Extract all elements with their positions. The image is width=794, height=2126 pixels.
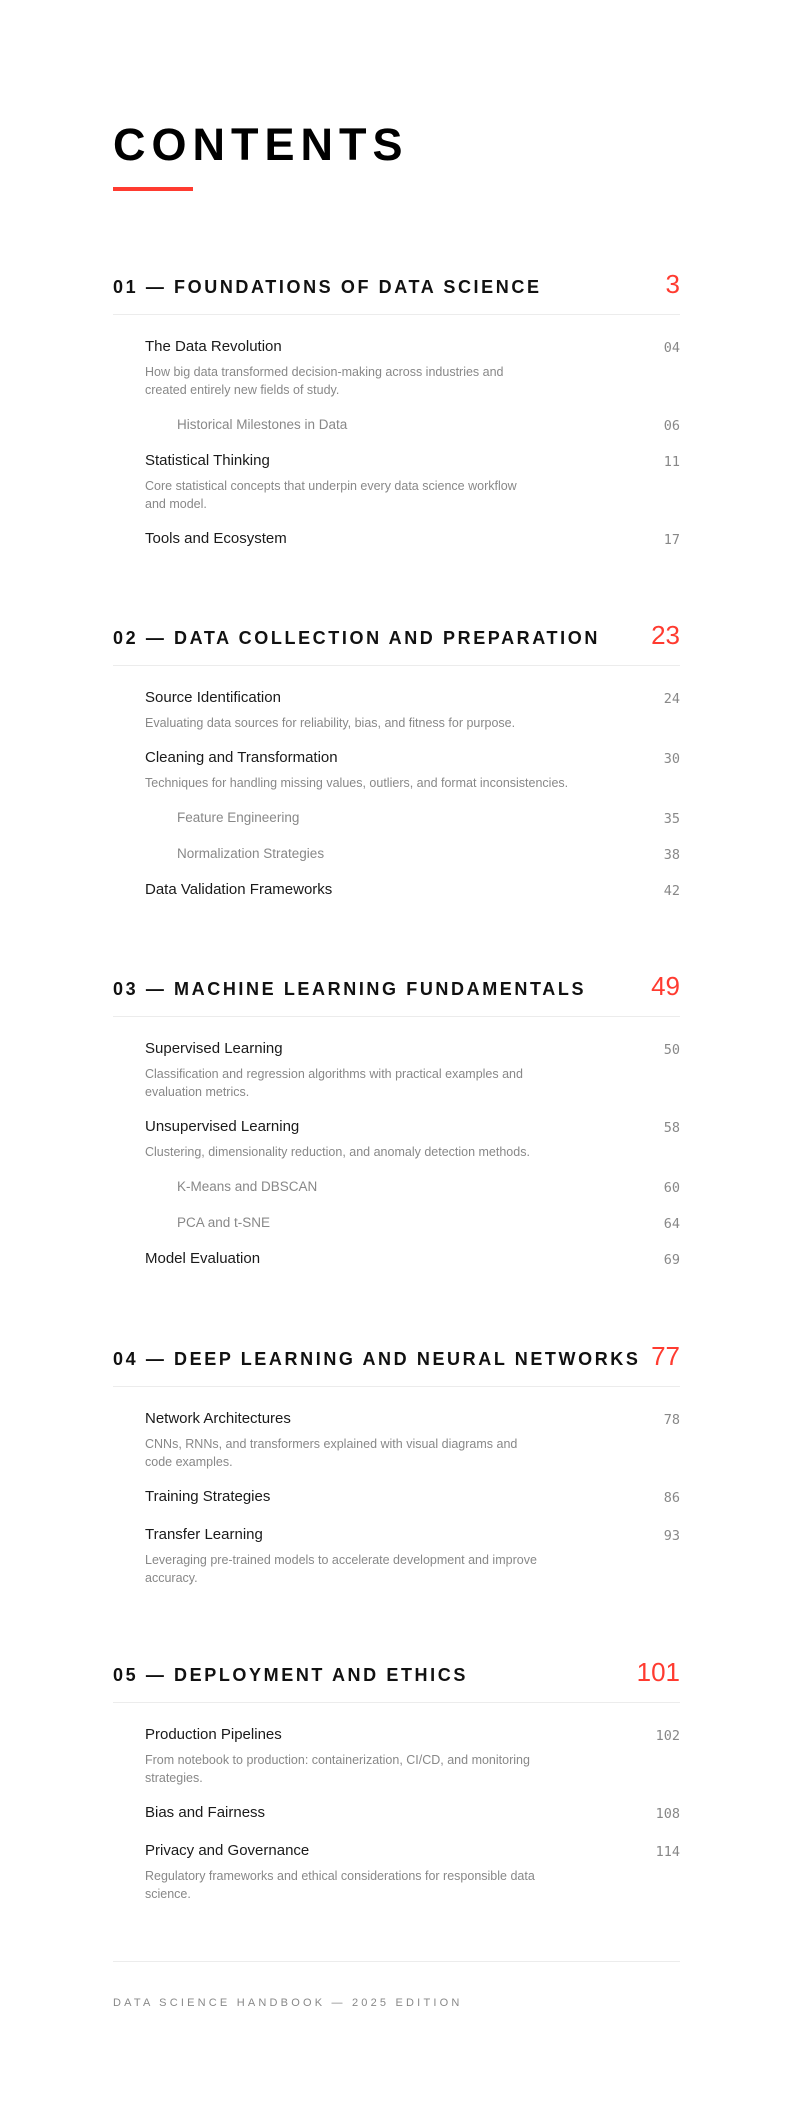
toc-entry[interactable] [145,529,680,551]
entry-page-number: 04 [663,340,680,356]
toc-entry[interactable] [145,1725,680,1787]
subentry-title[interactable]: Normalization Strategies [177,846,325,861]
section-header[interactable] [113,620,680,666]
toc-entry[interactable] [145,1039,680,1101]
entry-page-number: 17 [663,532,680,548]
entry-page-number: 93 [663,1528,680,1544]
section-page-number: 3 [665,269,680,299]
entry-title[interactable]: Supervised Learning [145,1040,283,1057]
entry-page-number: 64 [663,1216,680,1232]
entry-page-number: 42 [663,883,680,899]
entry-page-number: 108 [655,1806,680,1822]
footer-text: DATA SCIENCE HANDBOOK — 2025 EDITION [113,1997,463,2009]
section-title[interactable]: 02 — DATA COLLECTION AND PREPARATION [113,628,600,648]
entry-description: Regulatory frameworks and ethical considerations for responsible data science. [145,1869,535,1901]
subentry-title[interactable]: PCA and t-SNE [177,1215,271,1230]
entry-title[interactable]: Transfer Learning [145,1526,263,1543]
toc-entry[interactable] [145,337,680,399]
section-header[interactable] [113,1657,680,1703]
footer-divider [113,1961,680,1962]
subentry-title[interactable]: K-Means and DBSCAN [177,1179,318,1194]
entry-title[interactable]: Statistical Thinking [145,452,270,469]
toc-subentry[interactable] [177,415,680,437]
entry-description: Evaluating data sources for reliability, bias, and fitness for purpose. [145,716,516,730]
entry-description: Classification and regression algorithms with practical examples and evaluation metrics. [145,1067,523,1099]
entry-title[interactable]: Bias and Fairness [145,1804,266,1821]
toc-subentry[interactable] [177,1177,680,1199]
entry-title[interactable]: Data Validation Frameworks [145,881,333,898]
toc-entry[interactable] [145,1487,680,1509]
entry-page-number: 06 [663,418,680,434]
toc-section-3 [113,971,680,1287]
section-page-number: 101 [636,1657,680,1687]
entry-page-number: 78 [663,1412,680,1428]
section-header[interactable] [113,269,680,315]
toc-entry[interactable] [145,451,680,513]
entry-title[interactable]: Unsupervised Learning [145,1118,300,1135]
toc-section-1 [113,269,680,567]
section-page-number: 49 [651,971,680,1001]
entry-page-number: 86 [663,1490,680,1506]
entry-description: Leveraging pre-trained models to accelerate development and improve accuracy. [145,1553,537,1585]
toc-entry[interactable] [145,748,680,792]
entry-title[interactable]: Network Architectures [145,1410,291,1427]
toc-entry[interactable] [145,1841,680,1903]
entry-page-number: 11 [663,454,680,470]
subentry-title[interactable]: Historical Milestones in Data [177,417,348,432]
entry-page-number: 58 [663,1120,680,1136]
page-title: CONTENTS [113,119,409,170]
entry-description: Techniques for handling missing values, outliers, and format inconsistencies. [145,776,569,790]
toc-entry[interactable] [145,1409,680,1471]
toc-entry[interactable] [145,1117,680,1161]
toc-section-5 [113,1657,680,1919]
toc-subentry[interactable] [177,808,680,830]
entry-page-number: 50 [663,1042,680,1058]
entry-title[interactable]: Privacy and Governance [145,1842,310,1859]
entry-title[interactable]: Tools and Ecosystem [145,530,287,547]
entry-page-number: 30 [663,751,680,767]
toc-section-2 [113,620,680,918]
toc-entry[interactable] [145,1803,680,1825]
toc-subentry[interactable] [177,844,680,866]
section-page-number: 77 [651,1341,680,1371]
entry-title[interactable]: Model Evaluation [145,1250,261,1267]
entry-page-number: 38 [663,847,680,863]
entry-title[interactable]: Training Strategies [145,1488,271,1505]
toc-entry[interactable] [145,880,680,902]
entry-description: How big data transformed decision-making across industries and created entirely new fields of study. [145,365,504,397]
section-title[interactable]: 03 — MACHINE LEARNING FUNDAMENTALS [113,979,587,999]
entry-description: CNNs, RNNs, and transformers explained with visual diagrams and code examples. [145,1437,518,1469]
toc-entry[interactable] [145,1525,680,1587]
entry-page-number: 24 [663,691,680,707]
toc-subentry[interactable] [177,1213,680,1235]
entry-description: From notebook to production: containerization, CI/CD, and monitoring strategies. [145,1753,530,1785]
entry-page-number: 35 [663,811,680,827]
entry-title[interactable]: Cleaning and Transformation [145,749,338,766]
toc-section-4 [113,1341,680,1603]
entry-page-number: 69 [663,1252,680,1268]
section-header[interactable] [113,1341,680,1387]
section-title[interactable]: 04 — DEEP LEARNING AND NEURAL NETWORKS [113,1349,641,1369]
subentry-title[interactable]: Feature Engineering [177,810,300,825]
entry-title[interactable]: Production Pipelines [145,1726,282,1743]
toc-entry[interactable] [145,688,680,732]
toc-entry[interactable] [145,1249,680,1271]
section-title[interactable]: 01 — FOUNDATIONS OF DATA SCIENCE [113,277,542,297]
entry-description: Core statistical concepts that underpin every data science workflow and model. [145,479,517,511]
section-title[interactable]: 05 — DEPLOYMENT AND ETHICS [113,1665,468,1685]
entry-title[interactable]: The Data Revolution [145,338,282,355]
section-page-number: 23 [651,620,680,650]
title-accent-bar [113,187,193,191]
entry-page-number: 102 [655,1728,680,1744]
entry-description: Clustering, dimensionality reduction, and anomaly detection methods. [145,1145,530,1159]
entry-page-number: 60 [663,1180,680,1196]
entry-title[interactable]: Source Identification [145,689,281,706]
entry-page-number: 114 [655,1844,680,1860]
section-header[interactable] [113,971,680,1017]
